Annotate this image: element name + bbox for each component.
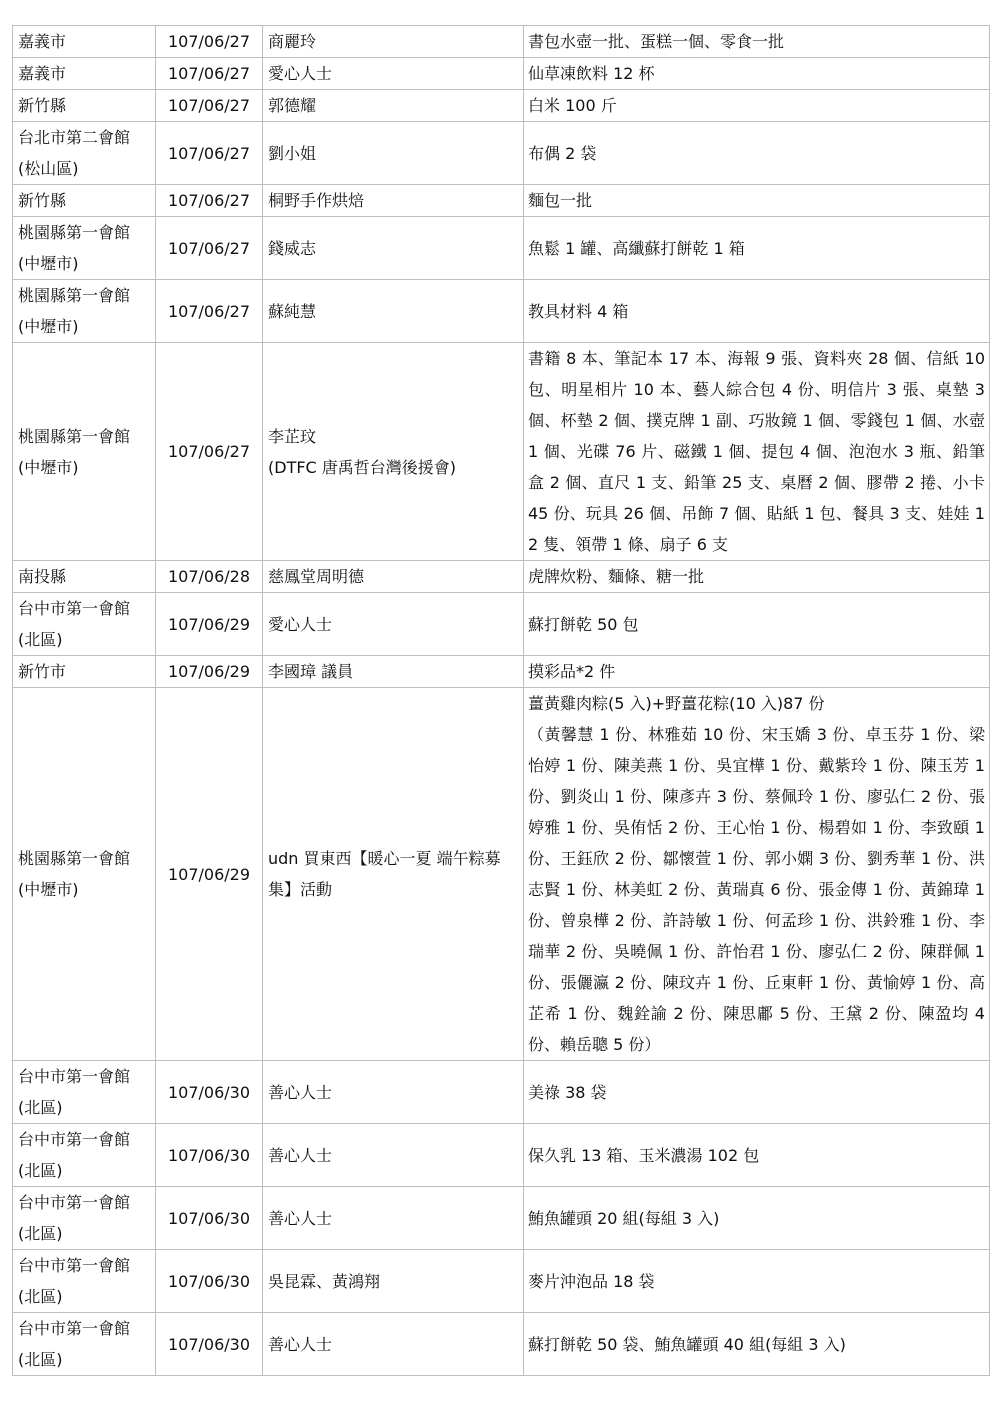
- table-row: [13, 593, 990, 656]
- donation-table-body: [13, 26, 990, 1376]
- items-cell-text: 保久乳 13 箱、玉米濃湯 102 包: [528, 1145, 760, 1165]
- table-row: [13, 1313, 990, 1376]
- table-row: [13, 1061, 990, 1124]
- date-cell-text: 107/06/27: [167, 442, 251, 461]
- donor-cell-text: 愛心人士: [268, 64, 333, 83]
- location-cell-text: 台中市第一會館 (北區): [18, 599, 131, 649]
- date-cell-text: 107/06/27: [167, 238, 251, 258]
- donor-cell: [263, 185, 524, 217]
- items-cell-text: 薑黃雞肉粽(5 入)+野薑花粽(10 入)87 份 （黃馨慧 1 份、林雅茹 10 份、宋玉嬌 3 份、卓玉芬 1 份、梁怡婷 1 份、陳美燕 1 份、吳宜樺 1 份、戴紫玲 1 份、陳玉芳 1 份、劉炎山 1 份、陳彥卉 3 份、蔡佩玲 1 份、廖弘仁 2 份、張婷雅 1 份、吳侑恬 2 份、王心怡 1 份、楊碧如 1 份、李致頤 1 份、王鈺欣 2 份、鄒懷萱 1 份、郭小嫻 3 份、劉秀華 1 份、洪志賢 1 份、林美虹 2 份、黃瑞真 6 份、張金傳 1 份、黃錦瑋 1 份、曾泉樺 2 份、許詩敏 1 份、何孟珍 1 份、洪鈴雅 1 份、李瑞華 2 份、吳曉佩 1 份、許怡君 1 份、廖弘仁 2 份、陳群佩 1 份、張儷瀛 2 份、陳玟卉 1 份、丘東軒 1 份、黃愉婷 1 份、高芷希 1 份、魏銓諭 2 份、陳思鄘 5 份、王黛 2 份、陳盈均 4 份、賴岳聰 5 份）: [528, 694, 985, 1054]
- items-cell: [524, 280, 990, 343]
- donor-cell: [263, 343, 524, 561]
- date-cell: [156, 185, 263, 217]
- donor-cell: [263, 58, 524, 90]
- table-row: [13, 185, 990, 217]
- date-cell: [156, 1061, 263, 1124]
- items-cell-text: 蘇打餅乾 50 包: [528, 614, 639, 634]
- donor-cell-text: 桐野手作烘焙: [268, 191, 365, 210]
- donor-cell: [263, 280, 524, 343]
- date-cell: [156, 656, 263, 688]
- location-cell-text: 台中市第一會館 (北區): [18, 1193, 131, 1243]
- date-cell-text: 107/06/30: [167, 1082, 251, 1102]
- location-cell: [13, 343, 156, 561]
- date-cell: [156, 688, 263, 1061]
- date-cell: [156, 593, 263, 656]
- items-cell: [524, 1187, 990, 1250]
- date-cell-text: 107/06/30: [167, 1271, 251, 1291]
- donor-cell: [263, 1313, 524, 1376]
- donor-cell-text: 李芷玟 (DTFC 唐禹哲台灣後援會): [268, 426, 457, 477]
- date-cell-text: 107/06/27: [167, 64, 251, 83]
- items-cell: [524, 90, 990, 122]
- location-cell-text: 嘉義市: [18, 32, 67, 51]
- location-cell-text: 桃園縣第一會館 (中壢市): [18, 426, 131, 477]
- table-row: [13, 1187, 990, 1250]
- date-cell-text: 107/06/27: [167, 143, 251, 163]
- date-cell: [156, 1124, 263, 1187]
- table-row: [13, 217, 990, 280]
- location-cell-text: 台中市第一會館 (北區): [18, 1067, 131, 1117]
- donor-cell: [263, 1124, 524, 1187]
- location-cell: [13, 561, 156, 593]
- location-cell: [13, 280, 156, 343]
- donor-cell: [263, 1061, 524, 1124]
- items-cell-text: 書籍 8 本、筆記本 17 本、海報 9 張、資料夾 28 個、信紙 10 包、明星相片 10 本、藝人綜合包 4 份、明信片 3 張、桌墊 3 個、杯墊 2 個、撲克牌 1 副、巧妝鏡 1 個、零錢包 1 個、水壺 1 個、光碟 76 片、磁鐵 1 個、提包 4 個、泡泡水 3 瓶、鉛筆盒 2 個、直尺 1 支、鉛筆 25 支、桌曆 2 個、膠帶 2 捲、小卡 45 份、玩具 26 個、吊飾 7 個、貼紙 1 包、餐具 3 支、娃娃 12 隻、領帶 1 條、扇子 6 支: [528, 349, 985, 554]
- date-cell-text: 107/06/30: [167, 1208, 251, 1228]
- location-cell: [13, 26, 156, 58]
- donor-cell-text: 慈鳳堂周明德: [268, 567, 365, 586]
- location-cell-text: 新竹市: [18, 662, 67, 681]
- donor-cell: [263, 561, 524, 593]
- donor-cell: [263, 1250, 524, 1313]
- date-cell: [156, 1313, 263, 1376]
- items-cell-text: 麥片沖泡品 18 袋: [528, 1271, 655, 1291]
- donor-cell-text: 郭德耀: [268, 96, 317, 115]
- items-cell: [524, 688, 990, 1061]
- date-cell: [156, 90, 263, 122]
- donor-cell: [263, 656, 524, 688]
- table-row: [13, 1124, 990, 1187]
- location-cell: [13, 90, 156, 122]
- date-cell-text: 107/06/29: [167, 662, 251, 681]
- date-cell: [156, 122, 263, 185]
- items-cell-text: 摸彩品*2 件: [528, 662, 616, 681]
- items-cell: [524, 561, 990, 593]
- items-cell-text: 書包水壺一批、蛋糕一個、零食一批: [528, 32, 785, 51]
- date-cell-text: 107/06/27: [167, 301, 251, 321]
- date-cell: [156, 217, 263, 280]
- items-cell: [524, 1061, 990, 1124]
- donor-cell-text: 蘇純慧: [268, 301, 317, 321]
- donor-cell: [263, 593, 524, 656]
- donor-cell: [263, 90, 524, 122]
- location-cell: [13, 1250, 156, 1313]
- location-cell: [13, 1187, 156, 1250]
- items-cell: [524, 343, 990, 561]
- table-row: [13, 561, 990, 593]
- items-cell: [524, 1313, 990, 1376]
- items-cell: [524, 122, 990, 185]
- location-cell-text: 桃園縣第一會館 (中壢市): [18, 286, 131, 336]
- table-row: [13, 343, 990, 561]
- donation-table: [12, 25, 990, 1376]
- date-cell: [156, 26, 263, 58]
- date-cell: [156, 1250, 263, 1313]
- date-cell: [156, 58, 263, 90]
- items-cell: [524, 593, 990, 656]
- donor-cell-text: 劉小姐: [268, 143, 317, 163]
- items-cell-text: 教具材料 4 箱: [528, 301, 629, 321]
- donor-cell: [263, 122, 524, 185]
- date-cell-text: 107/06/29: [167, 614, 251, 634]
- items-cell: [524, 58, 990, 90]
- items-cell-text: 布偶 2 袋: [528, 143, 597, 163]
- location-cell-text: 台中市第一會館 (北區): [18, 1256, 131, 1306]
- donor-cell: [263, 1187, 524, 1250]
- items-cell-text: 鮪魚罐頭 20 組(每組 3 入): [528, 1208, 720, 1228]
- location-cell: [13, 185, 156, 217]
- items-cell-text: 麵包一批: [528, 191, 593, 210]
- items-cell: [524, 1124, 990, 1187]
- items-cell: [524, 656, 990, 688]
- date-cell: [156, 343, 263, 561]
- location-cell-text: 桃園縣第一會館 (中壢市): [18, 223, 131, 273]
- date-cell: [156, 561, 263, 593]
- donor-cell: [263, 688, 524, 1061]
- donor-cell: [263, 26, 524, 58]
- date-cell-text: 107/06/27: [167, 96, 251, 115]
- date-cell: [156, 1187, 263, 1250]
- donor-cell-text: 善心人士: [268, 1334, 333, 1354]
- items-cell-text: 美祿 38 袋: [528, 1082, 607, 1102]
- location-cell: [13, 1061, 156, 1124]
- donor-cell-text: 善心人士: [268, 1145, 333, 1165]
- location-cell-text: 新竹縣: [18, 96, 67, 115]
- location-cell: [13, 58, 156, 90]
- location-cell-text: 台中市第一會館 (北區): [18, 1130, 131, 1180]
- table-row: [13, 656, 990, 688]
- items-cell-text: 白米 100 斤: [528, 96, 617, 115]
- table-row: [13, 1250, 990, 1313]
- date-cell-text: 107/06/29: [167, 864, 251, 884]
- location-cell: [13, 1313, 156, 1376]
- table-row: [13, 688, 990, 1061]
- table-row: [13, 90, 990, 122]
- items-cell-text: 仙草凍飲料 12 杯: [528, 64, 655, 83]
- location-cell-text: 桃園縣第一會館 (中壢市): [18, 849, 131, 899]
- date-cell-text: 107/06/30: [167, 1334, 251, 1354]
- location-cell: [13, 122, 156, 185]
- location-cell: [13, 688, 156, 1061]
- table-row: [13, 280, 990, 343]
- items-cell: [524, 26, 990, 58]
- donor-cell-text: 善心人士: [268, 1208, 333, 1228]
- date-cell-text: 107/06/27: [167, 191, 251, 210]
- items-cell-text: 虎牌炊粉、麵條、糖一批: [528, 567, 705, 586]
- table-row: [13, 26, 990, 58]
- items-cell: [524, 185, 990, 217]
- location-cell-text: 新竹縣: [18, 191, 67, 210]
- date-cell-text: 107/06/27: [167, 32, 251, 51]
- date-cell: [156, 280, 263, 343]
- donor-cell-text: 商麗玲: [268, 32, 317, 51]
- donor-cell-text: 錢威志: [268, 238, 317, 258]
- location-cell: [13, 217, 156, 280]
- items-cell-text: 魚鬆 1 罐、高纖蘇打餅乾 1 箱: [528, 238, 745, 258]
- date-cell-text: 107/06/28: [167, 567, 251, 586]
- donor-cell-text: 吳昆霖、黃鴻翔: [268, 1271, 381, 1291]
- date-cell-text: 107/06/30: [167, 1145, 251, 1165]
- donor-cell-text: 愛心人士: [268, 614, 333, 634]
- donor-cell-text: udn 買東西【暖心一夏 端午粽募集】活動: [268, 849, 501, 899]
- location-cell: [13, 656, 156, 688]
- location-cell: [13, 1124, 156, 1187]
- donor-cell-text: 李國璋 議員: [268, 662, 354, 681]
- donor-cell: [263, 217, 524, 280]
- items-cell: [524, 217, 990, 280]
- location-cell-text: 台北市第二會館 (松山區): [18, 128, 131, 178]
- location-cell: [13, 593, 156, 656]
- donor-cell-text: 善心人士: [268, 1082, 333, 1102]
- items-cell-text: 蘇打餅乾 50 袋、鮪魚罐頭 40 組(每組 3 入): [528, 1334, 846, 1354]
- table-row: [13, 122, 990, 185]
- table-row: [13, 58, 990, 90]
- location-cell-text: 台中市第一會館 (北區): [18, 1319, 131, 1369]
- location-cell-text: 南投縣: [18, 567, 67, 586]
- location-cell-text: 嘉義市: [18, 64, 67, 83]
- items-cell: [524, 1250, 990, 1313]
